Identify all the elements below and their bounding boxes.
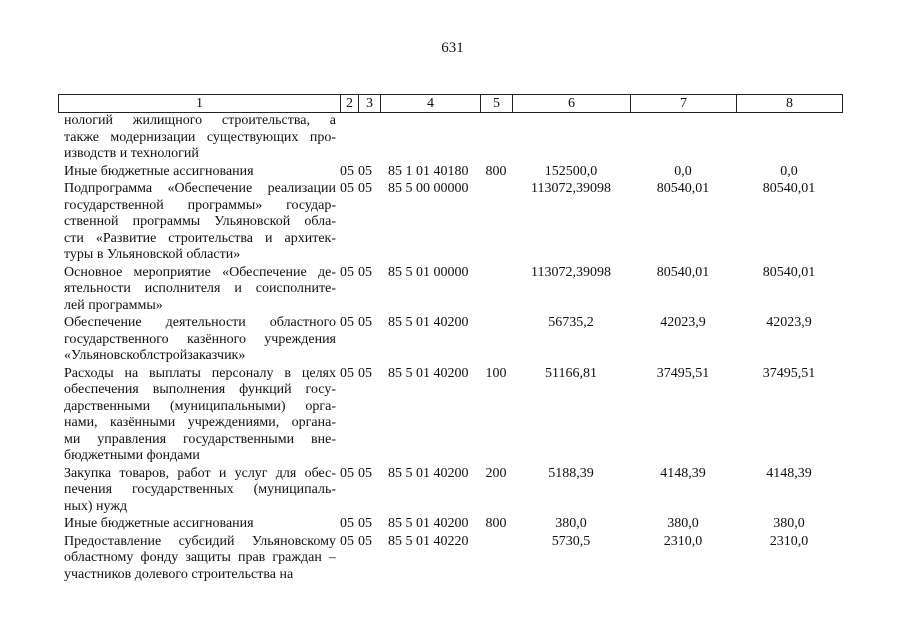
table-row	[58, 466, 842, 517]
section-code: 05	[340, 365, 354, 381]
expense-type-code	[480, 534, 512, 585]
target-article-code	[380, 113, 480, 164]
row-name-line: Подпрограмма «Обеспечение реализации	[64, 181, 336, 196]
section-code: 05	[340, 465, 354, 481]
row-name-line: участников долевого строительства на	[64, 566, 294, 582]
section-code: 05	[340, 181, 354, 196]
amount-col-8: 80540,01	[762, 264, 816, 280]
row-name-line: бюджетными фондами	[64, 448, 200, 463]
amount-col-7: 0,0	[674, 163, 692, 179]
amount-col-6: 5188,39	[548, 465, 594, 481]
amount-col-7	[630, 113, 736, 164]
target-article-code: 85 5 01 40200	[388, 516, 469, 531]
row-name	[58, 466, 340, 517]
amount-col-7: 42023,9	[660, 315, 706, 330]
expense-type-code	[480, 265, 512, 316]
amount-col-6: 113072,39098	[531, 264, 611, 280]
subsection-code: 05	[358, 181, 372, 196]
subsection-code	[358, 113, 380, 164]
amount-col-6: 380,0	[555, 516, 587, 531]
expense-type-code: 800	[485, 516, 507, 531]
header-col-1: 1	[59, 95, 341, 113]
amount-col-6: 56735,2	[548, 315, 594, 330]
expense-type-code: 200	[485, 465, 507, 481]
amount-col-7: 37495,51	[656, 365, 710, 381]
subsection-code: 05	[358, 315, 372, 330]
row-name-line: Расходы на выплаты персоналу в целях	[64, 365, 336, 381]
header-col-8: 8	[737, 95, 843, 113]
header-col-5: 5	[481, 95, 513, 113]
row-name-line: нами, казёнными учреждениями, органа-	[64, 415, 336, 430]
expense-type-code	[480, 113, 512, 164]
target-article-code: 85 5 01 40200	[388, 315, 469, 330]
row-name-line: изводств и технологий	[64, 146, 199, 161]
header-col-7: 7	[631, 95, 737, 113]
subsection-code: 05	[358, 533, 372, 549]
target-article-code: 85 5 01 00000	[388, 264, 469, 280]
target-article-code: 85 5 01 40220	[388, 533, 469, 549]
table-row	[58, 265, 842, 316]
row-name-line: Закупка товаров, работ и услуг для обес-	[64, 465, 336, 481]
target-article-code: 85 5 01 40200	[388, 365, 469, 381]
section-code: 05	[340, 516, 354, 531]
amount-col-6: 51166,81	[545, 365, 597, 381]
table-row	[58, 164, 842, 182]
header-col-6: 6	[513, 95, 631, 113]
table-row	[58, 113, 842, 164]
amount-col-8: 2310,0	[769, 533, 809, 549]
row-name-line: государственной программы» государ-	[64, 197, 336, 213]
header-col-4: 4	[381, 95, 481, 113]
expense-type-code	[480, 315, 512, 366]
amount-col-8: 4148,39	[766, 465, 812, 481]
amount-col-8: 380,0	[773, 516, 805, 531]
row-name-line: ятельности исполнителя и соисполните-	[64, 281, 336, 296]
row-name	[58, 113, 340, 164]
target-article-code: 85 1 01 40180	[388, 163, 469, 179]
row-name-line: печения государственных (муниципаль-	[64, 482, 336, 497]
amount-col-6: 5730,5	[551, 533, 591, 549]
row-name-line: Обеспечение деятельности областного	[64, 315, 336, 330]
row-name-line: ственной программы Ульяновской обла-	[64, 214, 336, 229]
target-article-code: 85 5 00 00000	[388, 181, 469, 196]
header-col-2: 2	[341, 95, 359, 113]
subsection-code: 05	[358, 365, 372, 381]
amount-col-7: 80540,01	[656, 264, 710, 280]
table-row	[58, 181, 842, 265]
row-name-line: сти «Развитие строительства и архитек-	[64, 230, 336, 246]
amount-col-6: 152500,0	[544, 163, 598, 179]
row-name	[58, 164, 340, 182]
row-name	[58, 265, 340, 316]
header-row	[59, 95, 843, 113]
row-name-line: Основное мероприятие «Обеспечение де-	[64, 264, 336, 280]
amount-col-8: 37495,51	[762, 365, 816, 381]
row-name-line: туры в Ульяновской области»	[64, 247, 241, 262]
amount-col-8: 42023,9	[766, 315, 812, 330]
amount-col-8	[736, 113, 842, 164]
subsection-code: 05	[358, 465, 372, 481]
subsection-code: 05	[358, 163, 372, 179]
row-name	[58, 366, 340, 466]
table-row	[58, 534, 842, 585]
row-name-line: Иные бюджетные ассигнования	[64, 163, 254, 179]
row-name-line: ных) нужд	[64, 498, 128, 514]
row-name	[58, 534, 340, 585]
amount-col-7: 80540,01	[656, 181, 710, 196]
amount-col-6	[512, 113, 630, 164]
expense-type-code	[480, 181, 512, 265]
section-code: 05	[340, 315, 354, 330]
subsection-code: 05	[358, 264, 372, 280]
amount-col-7: 4148,39	[660, 465, 706, 481]
subsection-code: 05	[358, 516, 372, 531]
row-name-line: также модернизации существующих про-	[64, 129, 336, 145]
row-name-line: государственного казённого учреждения	[64, 331, 336, 347]
header-col-3: 3	[359, 95, 381, 113]
row-name-line: дарственными (муниципальными) орга-	[64, 398, 336, 414]
row-name-line: нологий жилищного строительства, а	[64, 113, 336, 128]
row-name	[58, 315, 340, 366]
amount-col-8: 0,0	[780, 163, 798, 179]
budget-table	[58, 113, 842, 584]
row-name-line: Предоставление субсидий Ульяновскому	[64, 533, 336, 549]
table-row	[58, 366, 842, 466]
section-code: 05	[340, 533, 354, 549]
row-name-line: «Ульяновскоблстройзаказчик»	[64, 348, 246, 363]
amount-col-7: 2310,0	[663, 533, 703, 549]
expense-type-code: 100	[485, 365, 507, 381]
section-code	[340, 113, 358, 164]
row-name-line: обеспечения выполнения функций госу-	[64, 382, 336, 397]
row-name	[58, 516, 340, 534]
amount-col-7: 380,0	[667, 516, 699, 531]
row-name-line: лей программы»	[64, 297, 163, 313]
section-code: 05	[340, 163, 354, 179]
page-number: 631	[441, 40, 464, 56]
row-name-line: ми управления государственными вне-	[64, 431, 336, 447]
expense-type-code: 800	[485, 163, 507, 179]
amount-col-8: 80540,01	[762, 181, 816, 196]
section-code: 05	[340, 264, 354, 280]
table-body	[58, 113, 842, 584]
table-row	[58, 516, 842, 534]
row-name	[58, 181, 340, 265]
amount-col-6: 113072,39098	[531, 181, 611, 196]
table-row	[58, 315, 842, 366]
row-name-line: Иные бюджетные ассигнования	[64, 516, 254, 531]
target-article-code: 85 5 01 40200	[388, 465, 469, 481]
table-header	[58, 94, 843, 113]
row-name-line: областному фонду защиты прав граждан –	[64, 550, 336, 565]
